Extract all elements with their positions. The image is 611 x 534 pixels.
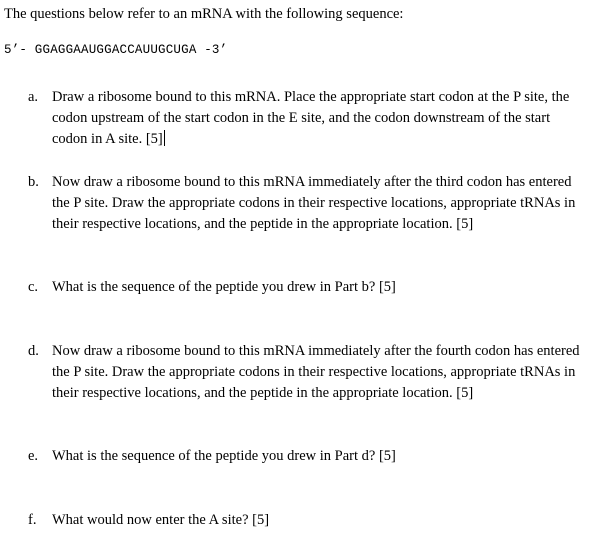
question-text: Now draw a ribosome bound to this mRNA immediately after the fourth codon has entered the P site. Draw the appropriate codons in their respective locations, appropriate tRNAs in their respective locations, and the peptide in the appropriate location. [5]	[52, 343, 580, 401]
mrna-sequence: 5’- GGAGGAAUGGACCAUUGCUGA -3’	[4, 43, 228, 57]
question-text: What would now enter the A site? [5]	[52, 512, 270, 528]
question-text: What is the sequence of the peptide you drew in Part b? [5]	[52, 279, 396, 295]
question-letter: f.	[28, 512, 37, 528]
question-d	[28, 341, 588, 404]
question-text: What is the sequence of the peptide you drew in Part d? [5]	[52, 448, 396, 464]
question-letter: e.	[28, 448, 39, 464]
text-cursor	[164, 130, 165, 146]
intro-text: The questions below refer to an mRNA with the following sequence:	[4, 6, 404, 22]
question-letter: d.	[28, 343, 39, 359]
question-e	[28, 446, 588, 467]
question-b	[28, 172, 588, 235]
question-a	[28, 87, 588, 150]
question-letter: c.	[28, 279, 39, 295]
question-f	[28, 510, 588, 531]
question-c	[28, 277, 588, 298]
question-text[interactable]: Draw a ribosome bound to this mRNA. Place the appropriate start codon at the P site, the codon upstream of the start codon in the E site, and the codon downstream of the start codon in A site. [5]	[52, 89, 570, 147]
question-text: Now draw a ribosome bound to this mRNA immediately after the third codon has entered the P site. Draw the appropriate codons in their respective locations, appropriate tRNAs in their respective locations, and the peptide in the appropriate location. [5]	[52, 174, 576, 232]
question-letter: a.	[28, 89, 39, 105]
question-letter: b.	[28, 174, 39, 190]
